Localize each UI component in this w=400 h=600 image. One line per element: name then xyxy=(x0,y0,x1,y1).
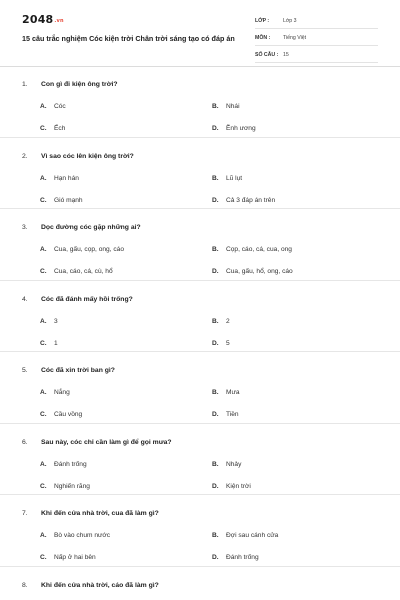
option-key: C. xyxy=(40,411,47,418)
answer-option-d[interactable] xyxy=(212,268,293,275)
answer-option-c[interactable] xyxy=(40,411,82,418)
answer-option-d[interactable] xyxy=(212,554,259,561)
option-key: B. xyxy=(212,174,219,182)
question-header xyxy=(22,367,115,374)
quiz-meta xyxy=(255,14,378,65)
answer-option-a[interactable] xyxy=(40,103,66,110)
option-key: A. xyxy=(40,460,47,468)
answer-option-d[interactable] xyxy=(212,340,230,347)
question-item xyxy=(0,495,400,567)
question-number: 5. xyxy=(22,367,28,374)
answer-option-b[interactable] xyxy=(212,175,242,182)
meta-row-subject xyxy=(255,31,378,46)
option-key: D. xyxy=(212,554,219,561)
page-title: 15 câu trắc nghiệm Cóc kiện trời Chân trời sáng tạo có đáp án xyxy=(22,34,235,43)
option-text: Đợi sau cánh cửa xyxy=(226,532,279,539)
option-text: Bò vào chum nước xyxy=(54,532,111,539)
option-key: A. xyxy=(40,103,47,110)
question-text: Cóc đã đánh mấy hồi trống? xyxy=(41,295,133,303)
meta-label: MÔN : xyxy=(255,35,271,41)
option-key: D. xyxy=(212,125,219,132)
answer-option-c[interactable] xyxy=(40,197,83,204)
answer-option-a[interactable] xyxy=(40,246,124,253)
option-text: Nắng xyxy=(54,389,70,396)
question-text: Vì sao cóc lên kiện ông trời? xyxy=(41,152,134,160)
answer-option-b[interactable] xyxy=(212,318,230,325)
option-key: A. xyxy=(40,317,47,325)
option-key: B. xyxy=(212,460,219,468)
option-key: A. xyxy=(40,246,47,253)
option-text: Cua, cáo, cá, cù, hổ xyxy=(54,268,113,275)
option-key: A. xyxy=(40,532,47,539)
option-key: C. xyxy=(40,268,47,275)
option-text: Nhái xyxy=(226,103,240,110)
meta-value: Lớp 3 xyxy=(283,18,297,24)
question-item xyxy=(0,424,400,496)
question-item xyxy=(0,138,400,210)
option-key: C. xyxy=(40,482,47,490)
option-key: A. xyxy=(40,389,47,396)
question-header xyxy=(22,153,134,160)
option-key: D. xyxy=(212,482,219,490)
question-text: Dọc đường cóc gặp những ai? xyxy=(41,224,141,231)
option-key: C. xyxy=(40,339,47,347)
option-text: Gió mạnh xyxy=(54,196,83,204)
answer-option-a[interactable] xyxy=(40,175,79,182)
meta-label: SỐ CÂU : xyxy=(255,52,279,58)
question-item xyxy=(0,66,400,138)
answer-option-c[interactable] xyxy=(40,268,113,275)
answer-option-d[interactable] xyxy=(212,197,275,204)
answer-option-c[interactable] xyxy=(40,554,96,561)
question-number: 8. xyxy=(22,581,28,589)
question-item xyxy=(0,567,400,600)
option-key: A. xyxy=(40,174,47,182)
answer-option-a[interactable] xyxy=(40,318,58,325)
question-item xyxy=(0,352,400,424)
option-text: Lũ lụt xyxy=(226,174,243,182)
option-key: D. xyxy=(212,339,219,347)
question-header xyxy=(22,510,159,517)
question-item xyxy=(0,281,400,353)
answer-option-a[interactable] xyxy=(40,461,87,468)
answer-option-d[interactable] xyxy=(212,125,256,132)
meta-value: Tiếng Việt xyxy=(283,35,307,41)
answer-option-c[interactable] xyxy=(40,340,58,347)
question-text: Con gì đi kiện ông trời? xyxy=(41,81,118,88)
option-text: Cọp, cáo, cá, cua, ong xyxy=(226,246,292,253)
logo-suffix: .vn xyxy=(54,18,64,24)
question-header xyxy=(22,81,118,88)
option-text: Cua, gấu, cọp, ong, cáo xyxy=(54,246,125,253)
option-text: Cả 3 đáp án trên xyxy=(226,196,276,204)
answer-option-a[interactable] xyxy=(40,532,110,539)
answer-option-b[interactable] xyxy=(212,103,240,110)
option-text: Cóc xyxy=(54,103,66,110)
option-key: B. xyxy=(212,389,219,396)
option-key: D. xyxy=(212,411,219,418)
option-text: Nghiến răng xyxy=(54,482,90,490)
option-text: Đánh trống xyxy=(54,460,87,468)
logo-text: 2048 xyxy=(22,13,54,26)
meta-value: 15 xyxy=(283,52,289,58)
meta-row-grade xyxy=(255,14,378,29)
question-number: 3. xyxy=(22,224,28,231)
option-key: D. xyxy=(212,268,219,275)
answer-option-d[interactable] xyxy=(212,483,251,490)
option-text: Nhảy xyxy=(226,460,242,468)
option-text: Đánh trống xyxy=(226,554,259,561)
option-text: 5 xyxy=(226,339,230,347)
option-text: Ễnh ương xyxy=(226,125,256,132)
answer-option-d[interactable] xyxy=(212,411,239,418)
answer-option-c[interactable] xyxy=(40,125,65,132)
option-key: D. xyxy=(212,196,219,204)
option-text: 1 xyxy=(54,339,58,347)
meta-row-count xyxy=(255,48,378,63)
question-header xyxy=(22,439,172,446)
option-text: Hạn hán xyxy=(54,174,79,182)
question-number: 4. xyxy=(22,295,28,303)
answer-option-b[interactable] xyxy=(212,246,292,253)
question-item xyxy=(0,209,400,281)
meta-label: LỚP : xyxy=(255,18,270,24)
option-text: Kiện trời xyxy=(226,482,251,490)
option-key: C. xyxy=(40,125,47,132)
option-text: 3 xyxy=(54,317,58,325)
option-key: C. xyxy=(40,196,47,204)
answer-option-b[interactable] xyxy=(212,532,278,539)
question-text: Cóc đã xin trời ban gì? xyxy=(41,367,115,374)
question-list xyxy=(0,66,400,600)
option-text: 2 xyxy=(226,317,230,325)
question-number: 6. xyxy=(22,438,28,446)
question-text: Khi đến cửa nhà trời, cáo đã làm gì? xyxy=(41,581,159,589)
question-text: Khi đến cửa nhà trời, cua đã làm gì? xyxy=(41,510,159,517)
answer-option-b[interactable] xyxy=(212,461,241,468)
option-text: Ếch xyxy=(54,125,66,132)
question-header xyxy=(22,296,133,303)
question-number: 1. xyxy=(22,81,28,88)
option-key: B. xyxy=(212,317,219,325)
option-key: B. xyxy=(212,246,219,253)
question-number: 7. xyxy=(22,510,28,517)
option-key: C. xyxy=(40,554,47,561)
page-header xyxy=(0,0,400,67)
option-text: Cầu vồng xyxy=(54,411,83,418)
answer-option-c[interactable] xyxy=(40,483,90,490)
option-text: Tiền xyxy=(226,411,239,418)
answer-option-b[interactable] xyxy=(212,389,240,396)
option-text: Nấp ở hai bên xyxy=(54,554,96,561)
question-header xyxy=(22,582,159,589)
option-key: B. xyxy=(212,532,219,539)
site-logo[interactable] xyxy=(22,13,64,26)
question-number: 2. xyxy=(22,152,28,160)
option-text: Mưa xyxy=(226,389,240,396)
option-key: B. xyxy=(212,103,219,110)
question-text: Sau này, cóc chỉ cần làm gì để gọi mưa? xyxy=(41,438,172,446)
question-header xyxy=(22,224,141,231)
answer-option-a[interactable] xyxy=(40,389,70,396)
option-text: Cua, gấu, hổ, ong, cáo xyxy=(226,268,293,275)
